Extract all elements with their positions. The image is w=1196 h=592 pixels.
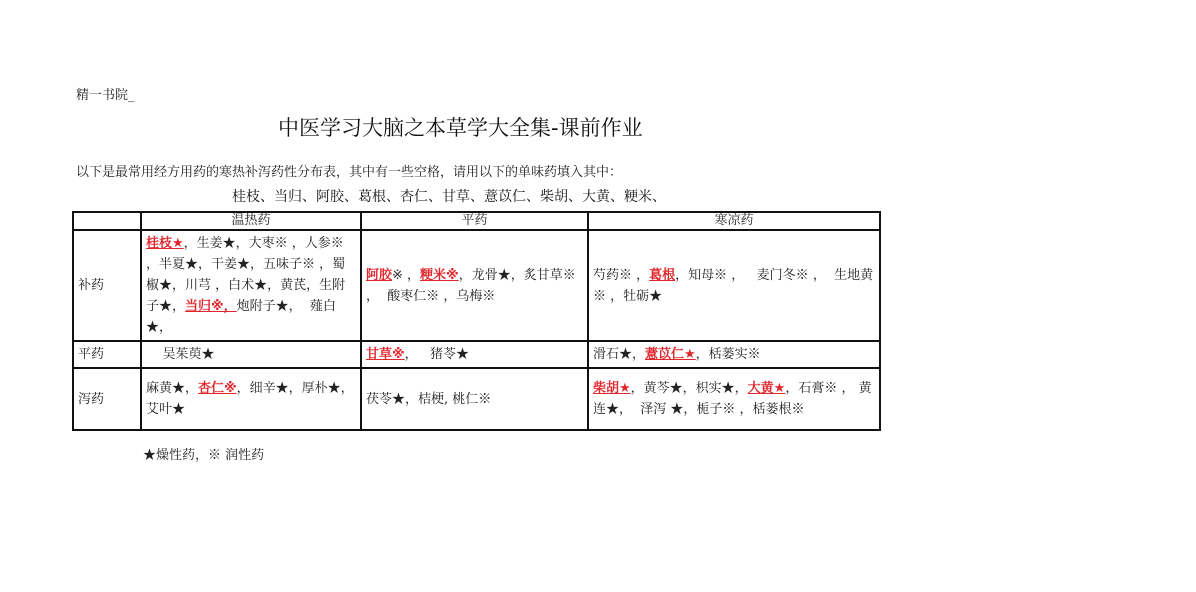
herb-text: 滑石★， (593, 347, 646, 362)
cell-warm (141, 230, 361, 341)
header-label: 精一书院_ (76, 88, 135, 103)
header-cell-neutral: 平药 (361, 212, 588, 230)
intro-text: 以下是最常用经方用药的寒热补泻药性分布表，其中有一些空格，请用以下的单味药填入其中： (76, 165, 623, 180)
answer-herb: 桂枝★ (146, 236, 184, 251)
header-cell-warm: 温热药 (141, 212, 361, 230)
cell-cold (588, 341, 880, 368)
page-title: 中医学习大脑之本草学大全集-课前作业 (278, 116, 643, 140)
header-cell-corner (73, 212, 141, 230)
cell-neutral (361, 341, 588, 368)
herb-text: 炮附子★， 薤白★， (146, 299, 336, 335)
herb-text: ， 猪苓★ (404, 347, 470, 362)
header-cell-cold: 寒凉药 (588, 212, 880, 230)
herb-text: 芍药※ ， (593, 267, 650, 283)
answer-herb: 粳米※ (420, 267, 459, 283)
answer-herb: 大黄★ (747, 381, 786, 396)
cell-warm (141, 341, 361, 368)
herb-text: 吴茱萸★ (146, 347, 215, 362)
herb-text: ，知母※ ， 麦门冬※ ， 生地黄※ ，牡砺★ (593, 267, 874, 304)
table-row (73, 368, 880, 430)
cell-neutral (361, 368, 588, 430)
answer-herb: 杏仁※ (198, 381, 237, 396)
answer-herb: 薏苡仁★ (645, 347, 696, 362)
legend: ★燥性药，※ 润性药 (143, 448, 265, 463)
row-label: 泻药 (73, 368, 141, 430)
herb-text: ，龙骨★，炙甘草※ ， 酸枣仁※ ，乌梅※ (366, 267, 580, 304)
herb-text: ，黄芩★，枳实★， (630, 381, 748, 396)
table-header-row (73, 212, 880, 230)
cell-cold (588, 368, 880, 430)
herb-property-table (72, 211, 881, 431)
cell-neutral (361, 230, 588, 341)
herb-text: ，生姜★，大枣※ ，人参※ ，半夏★，干姜★，五味子※ ，蜀椒★，川芎 ，白术★，黄芪，生附子★， (146, 236, 348, 314)
row-label: 平药 (73, 341, 141, 368)
answer-herb: 当归※， (185, 299, 237, 314)
row-label: 补药 (73, 230, 141, 341)
answer-herb: 葛根 (649, 267, 676, 283)
table-row (73, 341, 880, 368)
herb-text: 麻黄★， (146, 381, 199, 396)
herb-text: ，细辛★，厚朴★，艾叶★ (146, 381, 354, 417)
answer-herb: 柴胡★ (593, 381, 631, 396)
herb-text: ，石膏※ ， 黄连★， 泽泻 ★，栀子※ ，栝蒌根※ (593, 381, 872, 417)
herb-list: 桂枝、当归、阿胶、葛根、杏仁、甘草、薏苡仁、柴胡、大黄、粳米、 (232, 189, 666, 205)
herb-text: ※ ， (392, 267, 421, 283)
herb-text: 茯苓★，桔梗, 桃仁※ (366, 391, 492, 407)
answer-herb: 阿胶 (366, 267, 393, 283)
herb-text: ，栝蒌实※ (695, 347, 761, 362)
cell-cold (588, 230, 880, 341)
answer-herb: 甘草※ (366, 347, 405, 362)
table-row (73, 230, 880, 341)
cell-warm (141, 368, 361, 430)
